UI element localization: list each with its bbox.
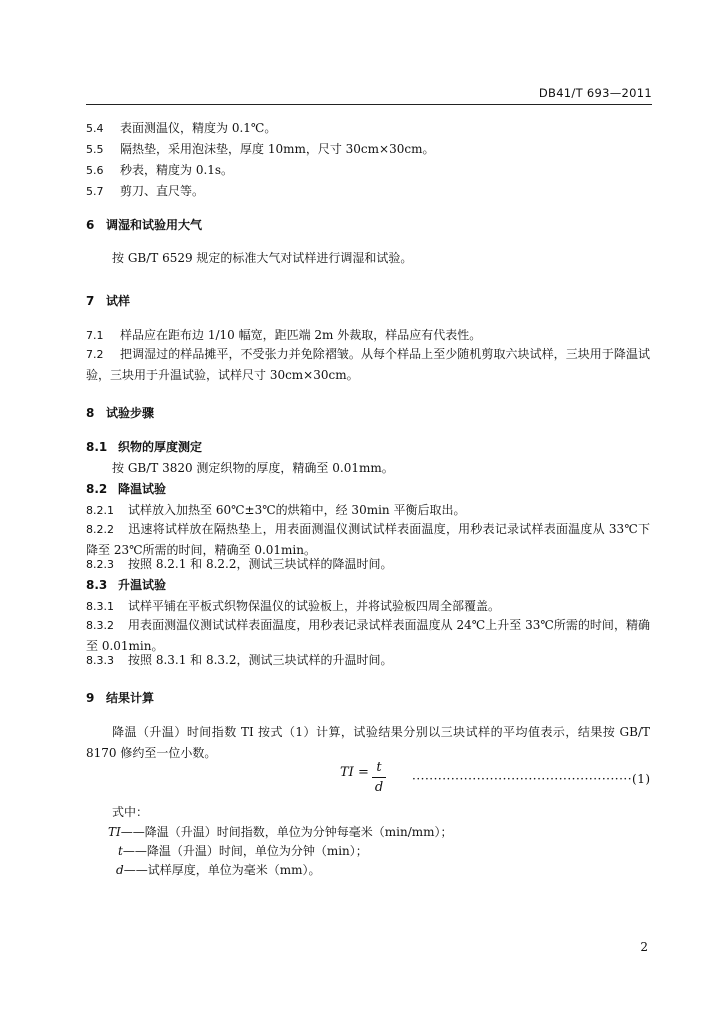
definition: TI——降温（升温）时间指数，单位为分钟每毫米（min/mm）；	[108, 825, 453, 839]
formula-denominator: d	[374, 780, 384, 795]
definition: t——降温（升温）时间，单位为分钟（min）；	[118, 844, 368, 858]
paragraph: 8.3.2 用表面测温仪测试试样表面温度，用秒表记录试样表面温度从 24℃上升至 33℃所需的时间，精确至 0.01min。	[86, 618, 650, 653]
list-item: 7.1 样品应在距布边 1/10 幅宽，距匹端 2m 外裁取，样品应有代表性。	[86, 328, 482, 342]
clause-text: 剪刀、直尺等。	[120, 184, 205, 198]
subsection-heading: 8.1 织物的厚度测定	[86, 440, 203, 454]
clause-text: 表面测温仪，精度为 0.1℃。	[120, 121, 277, 135]
clause-number: 5.5	[86, 143, 104, 156]
paragraph: 降温（升温）时间指数 TI 按式（1）计算，试验结果分别以三块试样的平均值表示，结果按 GB/T 8170 修约至一位小数。	[86, 725, 650, 760]
page-number: 2	[640, 940, 648, 954]
formula-leader: ···················································(1)	[412, 772, 651, 786]
fraction-bar	[372, 777, 386, 778]
formula-tag: (1)	[632, 772, 651, 786]
clause-number: 5.6	[86, 164, 104, 177]
section-heading: 8 试验步骤	[86, 406, 155, 420]
list-item	[86, 183, 204, 200]
definition: d——试样厚度，单位为毫米（mm）。	[116, 863, 321, 877]
list-item: 8.2.3 按照 8.2.1 和 8.2.2，测试三块试样的降温时间。	[86, 557, 393, 571]
subsection-heading: 8.2 降温试验	[86, 482, 167, 496]
list-item: 8.3.3 按照 8.3.1 和 8.3.2，测试三块试样的升温时间。	[86, 653, 393, 667]
clause-text: 隔热垫，采用泡沫垫，厚度 10mm，尺寸 30cm×30cm。	[120, 142, 435, 156]
section-heading: 9 结果计算	[86, 691, 155, 705]
list-item: 8.3.1 试样平铺在平板式织物保温仪的试验板上，并将试验板四周全部覆盖。	[86, 599, 501, 613]
formula-fraction	[372, 760, 386, 795]
header-rule	[86, 104, 652, 105]
paragraph: 按 GB/T 3820 测定织物的厚度，精确至 0.01mm。	[112, 461, 394, 475]
clause-number: 5.4	[86, 122, 104, 135]
formula-lhs: TI =	[340, 765, 369, 780]
section-body: 按 GB/T 6529 规定的标准大气对试样进行调湿和试验。	[112, 251, 413, 265]
paragraph: 8.2.2 迅速将试样放在隔热垫上，用表面测温仪测试试样表面温度，用秒表记录试样表面温度从 33℃下降至 23℃所需的时间，精确至 0.01min。	[86, 522, 650, 557]
clause-number: 5.7	[86, 185, 104, 198]
section-heading: 7 试样	[86, 294, 131, 308]
standard-code: DB41/T 693—2011	[538, 86, 652, 100]
clause-text: 秒表，精度为 0.1s。	[120, 163, 234, 177]
list-item: 8.2.1 试样放入加热至 60℃±3℃的烘箱中，经 30min 平衡后取出。	[86, 503, 466, 517]
where-label: 式中：	[112, 805, 149, 819]
list-item	[86, 141, 434, 158]
list-item	[86, 162, 233, 179]
section-heading: 6 调湿和试验用大气	[86, 218, 203, 232]
list-item	[86, 120, 276, 137]
subsection-heading: 8.3 升温试验	[86, 578, 167, 592]
formula-numerator: t	[376, 760, 382, 775]
paragraph: 7.2 把调湿过的样品摊平，不受张力并免除褶皱。从每个样品上至少随机剪取六块试样，三块用于降温试验，三块用于升温试验，试样尺寸 30cm×30cm。	[86, 347, 650, 382]
